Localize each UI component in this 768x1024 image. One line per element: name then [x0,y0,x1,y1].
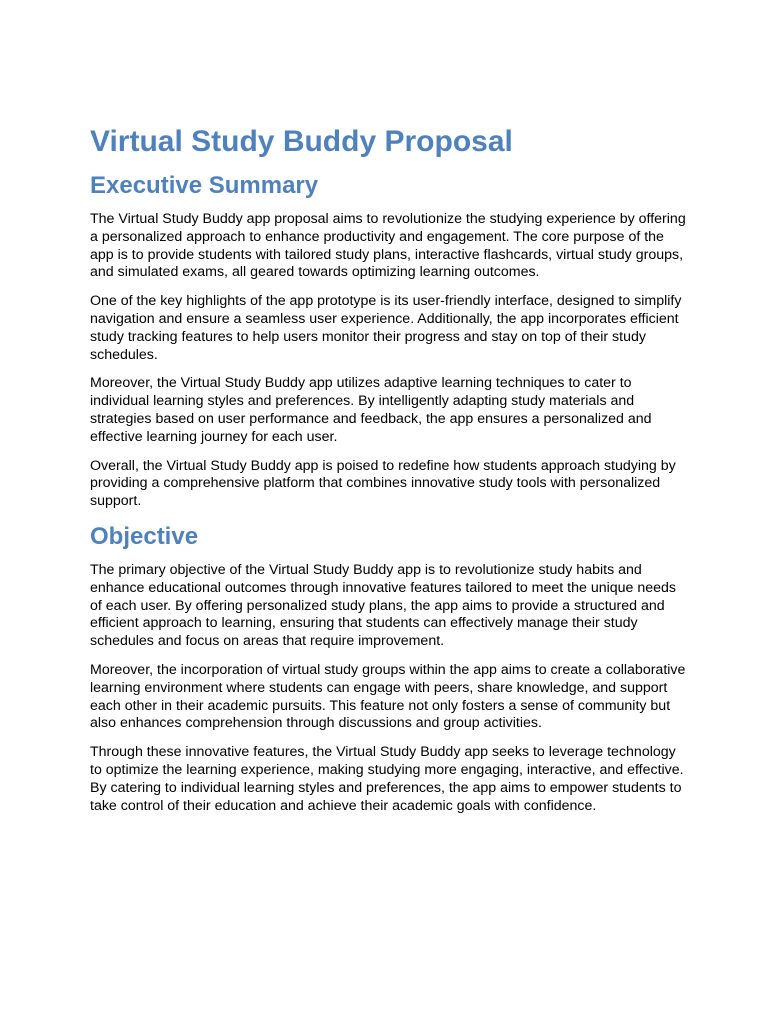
section-heading: Objective [90,522,199,550]
paragraph: The primary objective of the Virtual Study Buddy app is to revolutionize study habits and enhance educational outcomes through innovative features tailored to meet the unique needs of each user. By offering personalized study plans, the app aims to provide a structured and efficient approach to learning, ensuring that students can effectively manage their study schedules and focus on areas that require improvement. [90,561,677,650]
document-page [90,123,690,826]
section-heading: Executive Summary [90,172,319,199]
paragraph: Overall, the Virtual Study Buddy app is poised to redefine how students approach studying by providing a comprehensive platform that combines innovative study tools with personalized support. [90,457,676,510]
paragraph: Moreover, the Virtual Study Buddy app utilizes adaptive learning techniques to cater to individual learning styles and preferences. By intelligently adapting study materials and strategies based on user performance and feedback, the app ensures a personalized and effective learning journey for each user. [90,375,652,445]
document-title: Virtual Study Buddy Proposal [90,125,513,158]
section-executive-summary [90,171,690,511]
section-objective [90,522,690,815]
paragraph: Through these innovative features, the Virtual Study Buddy app seeks to leverage technology to optimize the learning experience, making studying more engaging, interactive, and effective. By catering to individual learning styles and preferences, the app aims to empower students to take control of their education and achieve their academic goals with confidence. [90,744,684,814]
paragraph: Moreover, the incorporation of virtual study groups within the app aims to create a collaborative learning environment where students can engage with peers, share knowledge, and support each other in their academic pursuits. This feature not only fosters a sense of community but also enhances comprehension through discussions and group activities. [90,661,686,732]
paragraph: The Virtual Study Buddy app proposal aims to revolutionize the studying experience by offering a personalized approach to enhance productivity and engagement. The core purpose of the app is to provide students with tailored study plans, interactive flashcards, virtual study groups, and simulated exams, all geared towards optimizing learning outcomes. [90,211,686,281]
paragraph: One of the key highlights of the app prototype is its user-friendly interface, designed to simplify navigation and ensure a seamless user experience. Additionally, the app incorporates efficient study tracking features to help users monitor their progress and stay on top of their study schedules. [90,293,682,363]
